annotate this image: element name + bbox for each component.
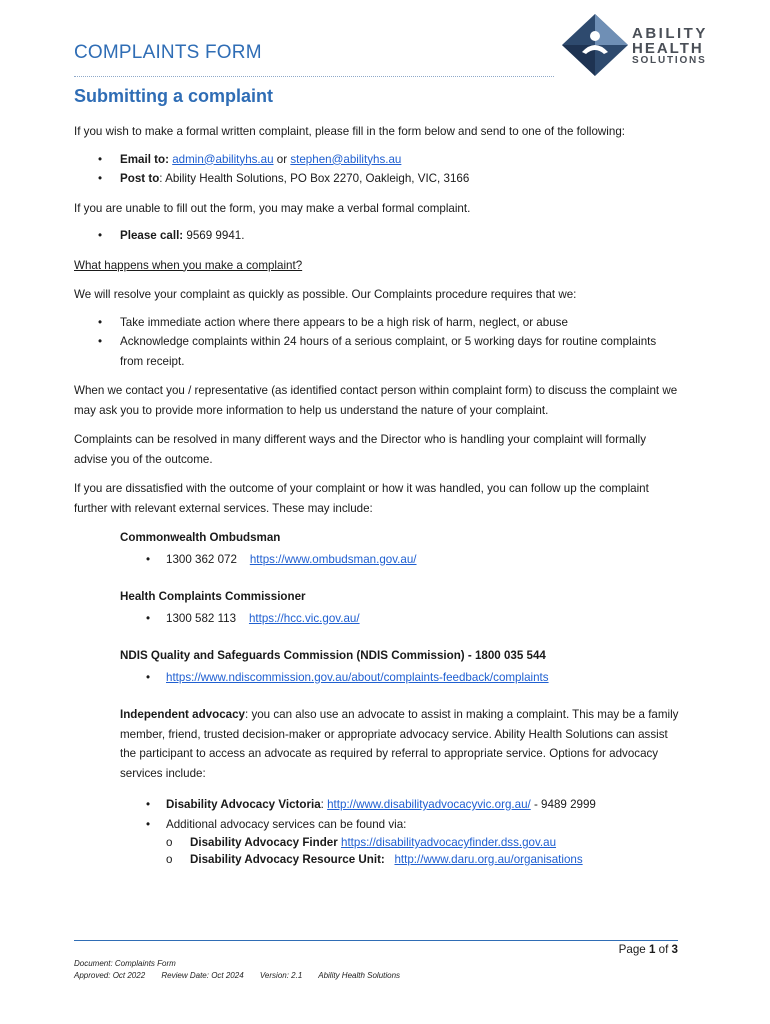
finder-label: Disability Advocacy Finder bbox=[190, 836, 338, 849]
page-number bbox=[619, 943, 678, 956]
hcc-link[interactable]: https://hcc.vic.gov.au/ bbox=[248, 611, 360, 625]
dav-colon: : bbox=[320, 798, 328, 811]
finder-link[interactable]: https://disabilityadvocacyfinder.dss.gov.au bbox=[341, 836, 557, 849]
resource-label: Disability Advocacy Resource Unit: bbox=[190, 853, 385, 866]
ombudsman-phone: 1300 362 072 bbox=[166, 552, 237, 566]
intro-paragraph: If you wish to make a formal written complaint, please fill in the form below and send to one of the following: bbox=[74, 125, 625, 138]
procedure-list bbox=[74, 313, 680, 372]
procedure-item: • Acknowledge complaints within 24 hours of a serious complaint, or 5 working days for routine complaints from receipt. bbox=[74, 332, 680, 371]
contact-post-item bbox=[74, 169, 680, 189]
section-title: Submitting a complaint bbox=[74, 86, 274, 106]
email-or-text: or bbox=[276, 152, 288, 166]
version: Version: 2.1 bbox=[259, 971, 303, 980]
advocacy-sublist bbox=[166, 834, 680, 868]
resource-item bbox=[166, 851, 680, 868]
document-body bbox=[74, 122, 680, 868]
ombudsman-list bbox=[120, 550, 680, 570]
ndis-title: NDIS Quality and Safeguards Commission (NDIS Commission) - 1800 035 544 bbox=[120, 649, 546, 662]
page-total: 3 bbox=[671, 943, 678, 956]
contact-email-item bbox=[74, 150, 680, 170]
footer-divider bbox=[74, 940, 678, 941]
call-number: 9569 9941. bbox=[186, 229, 245, 242]
verbal-intro: If you are unable to fill out the form, you may make a verbal formal complaint. bbox=[74, 201, 471, 215]
logo-word-solutions: SOLUTIONS bbox=[632, 55, 707, 66]
logo-word-ability: ABILITY bbox=[632, 25, 708, 42]
page-header bbox=[74, 42, 262, 64]
resolve-paragraph: We will resolve your complaint as quickly as possible. Our Complaints procedure requires that we: bbox=[74, 288, 577, 301]
advocacy-paragraph bbox=[120, 705, 680, 783]
contact-paragraph: When we contact you / representative (as identified contact person within complaint form) to discuss the complaint we may ask you to provide more information to help us understand the nature of your complaint. bbox=[74, 384, 678, 417]
ombudsman-link[interactable]: https://www.ombudsman.gov.au/ bbox=[249, 552, 417, 566]
hcc-phone: 1300 582 113 bbox=[166, 611, 237, 625]
advocacy-list bbox=[120, 795, 680, 834]
contact-list bbox=[74, 150, 680, 189]
resource-link[interactable]: http://www.daru.org.au/organisations bbox=[394, 853, 583, 866]
approved-date: Approved: Oct 2022 bbox=[74, 971, 146, 980]
hcc-list bbox=[120, 609, 680, 629]
logo-text bbox=[632, 26, 708, 66]
ndis-list bbox=[120, 668, 680, 688]
hcc-title: Health Complaints Commissioner bbox=[120, 590, 306, 603]
dav-phone: - 9489 2999 bbox=[530, 798, 596, 811]
page-current: 1 bbox=[648, 943, 656, 956]
post-label: Post to bbox=[120, 172, 160, 185]
dissatisfied-paragraph: If you are dissatisfied with the outcome of your complaint or how it was handled, you can follow up the complaint further with relevant external services. These may include: bbox=[74, 482, 649, 515]
company-logo bbox=[560, 12, 720, 78]
logo-diamond-icon bbox=[560, 12, 630, 78]
form-title: COMPLAINTS FORM bbox=[74, 42, 262, 63]
page-prefix: Page bbox=[618, 943, 649, 956]
dav-item bbox=[120, 795, 680, 815]
page-of: of bbox=[655, 943, 672, 956]
ndis-link[interactable]: https://www.ndiscommission.gov.au/about/complaints-feedback/complaints bbox=[166, 670, 549, 684]
document-name: Document: Complaints Form bbox=[74, 959, 176, 968]
email-stephen-link[interactable]: stephen@abilityhs.au bbox=[290, 152, 402, 166]
email-admin-link[interactable]: admin@abilityhs.au bbox=[172, 152, 274, 166]
resolution-paragraph: Complaints can be resolved in many different ways and the Director who is handling your complaint will formally advise you of the outcome. bbox=[74, 433, 647, 466]
review-date: Review Date: Oct 2024 bbox=[161, 971, 244, 980]
advocacy-label: Independent advocacy bbox=[120, 708, 245, 721]
hcc-item bbox=[120, 609, 680, 629]
what-happens-heading: What happens when you make a complaint? bbox=[74, 258, 303, 272]
call-list bbox=[74, 226, 680, 246]
additional-item: • Additional advocacy services can be found via: bbox=[120, 815, 680, 835]
call-item bbox=[74, 226, 680, 246]
finder-item bbox=[166, 834, 680, 851]
logo-word-health: HEALTH bbox=[632, 40, 704, 57]
email-label: Email to: bbox=[120, 152, 169, 166]
call-label: Please call: bbox=[120, 229, 184, 242]
dav-link[interactable]: http://www.disabilityadvocacyvic.org.au/ bbox=[327, 798, 531, 811]
document-details bbox=[74, 970, 414, 982]
post-address: : Ability Health Solutions, PO Box 2270, Oakleigh, VIC, 3166 bbox=[159, 172, 470, 185]
dav-label: Disability Advocacy Victoria bbox=[166, 798, 321, 811]
document-meta bbox=[74, 958, 414, 982]
header-divider bbox=[74, 76, 554, 77]
organization: Ability Health Solutions bbox=[318, 971, 401, 980]
advocacy-text: : you can also use an advocate to assist in making a complaint. This may be a family member, friend, trusted decision-maker or appropriate advocacy service. Ability Health Solutions can assist the participant to access an advocate as required by referral to appropriate service. Options for advocacy services include: bbox=[120, 708, 679, 780]
ndis-item bbox=[120, 668, 680, 688]
ombudsman-item bbox=[120, 550, 680, 570]
ombudsman-title: Commonwealth Ombudsman bbox=[120, 531, 281, 544]
procedure-item: • Take immediate action where there appears to be a high risk of harm, neglect, or abuse bbox=[74, 313, 680, 333]
